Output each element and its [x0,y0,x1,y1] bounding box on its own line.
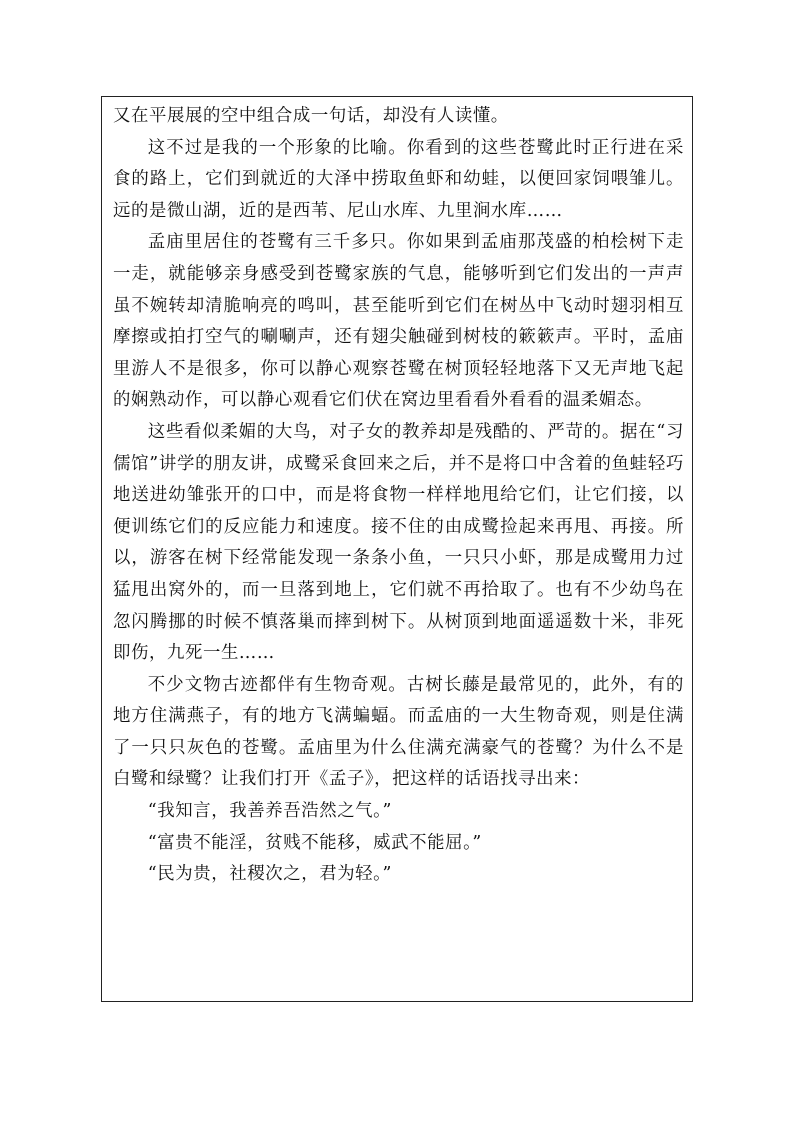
quote-1: “我知言，我善养吾浩然之气。” [147,801,392,822]
paragraph-1: 又在平展展的空中组合成一句话，却没有人读懂。 [113,106,509,126]
paragraph-5: 不少文物古迹都伴有生物奇观。古树长藤是最常见的，此外，有的地方住满燕子，有的地方飞满蝙蝠。而孟庙的一大生物奇观，则是住满了一只只灰色的苍鹭。孟庙里为什么住满充满豪气的苍鹭？为什么不是白鹭和绿鹭？让我们打开《孟子》，把这样的话语找寻出来： [113,674,684,790]
quote-2: “富贵不能淫，贫贱不能移，威武不能屈。” [147,832,482,853]
paragraph-2: 这不过是我的一个形象的比喻。你看到的这些苍鹭此时正行进在采食的路上，它们到就近的大泽中捞取鱼虾和幼蛙，以便回家饲喂雏儿。远的是微山湖，近的是西苇、尼山水库、九里涧水库…… [113,137,684,221]
text-box [101,96,693,1002]
paragraph-3: 孟庙里居住的苍鹭有三千多只。你如果到孟庙那茂盛的柏桧树下走一走，就能够亲身感受到苍鹭家族的气息，能够听到它们发出的一声声虽不婉转却清脆响亮的鸣叫，甚至能听到它们在树丛中飞动时翅羽相互摩擦或拍打空气的唰唰声，还有翅尖触碰到树枝的簌簌声。平时，孟庙里游人不是很多，你可以静心观察苍鹭在树顶轻轻地落下又无声地飞起的娴熟动作，可以静心观看它们伏在窝边里看看外看看的温柔媚态。 [113,232,684,411]
quote-3: “民为贵，社稷次之，君为轻。” [147,864,392,885]
paragraph-4: 这些看似柔媚的大鸟，对子女的教养却是残酷的、严苛的。据在“习儒馆”讲学的朋友讲，成鹭采食回来之后，并不是将口中含着的鱼蛙轻巧地送进幼雏张开的口中，而是将食物一样样地甩给它们，让它们接，以便训练它们的反应能力和速度。接不住的由成鹭捡起来再甩、再接。所以，游客在树下经常能发现一条条小鱼，一只只小虾，那是成鹭用力过猛甩出窝外的，而一旦落到地上，它们就不再拾取了。也有不少幼鸟在忽闪腾挪的时候不慎落巢而摔到树下。从树顶到地面遥遥数十米，非死即伤，九死一生…… [113,421,684,664]
